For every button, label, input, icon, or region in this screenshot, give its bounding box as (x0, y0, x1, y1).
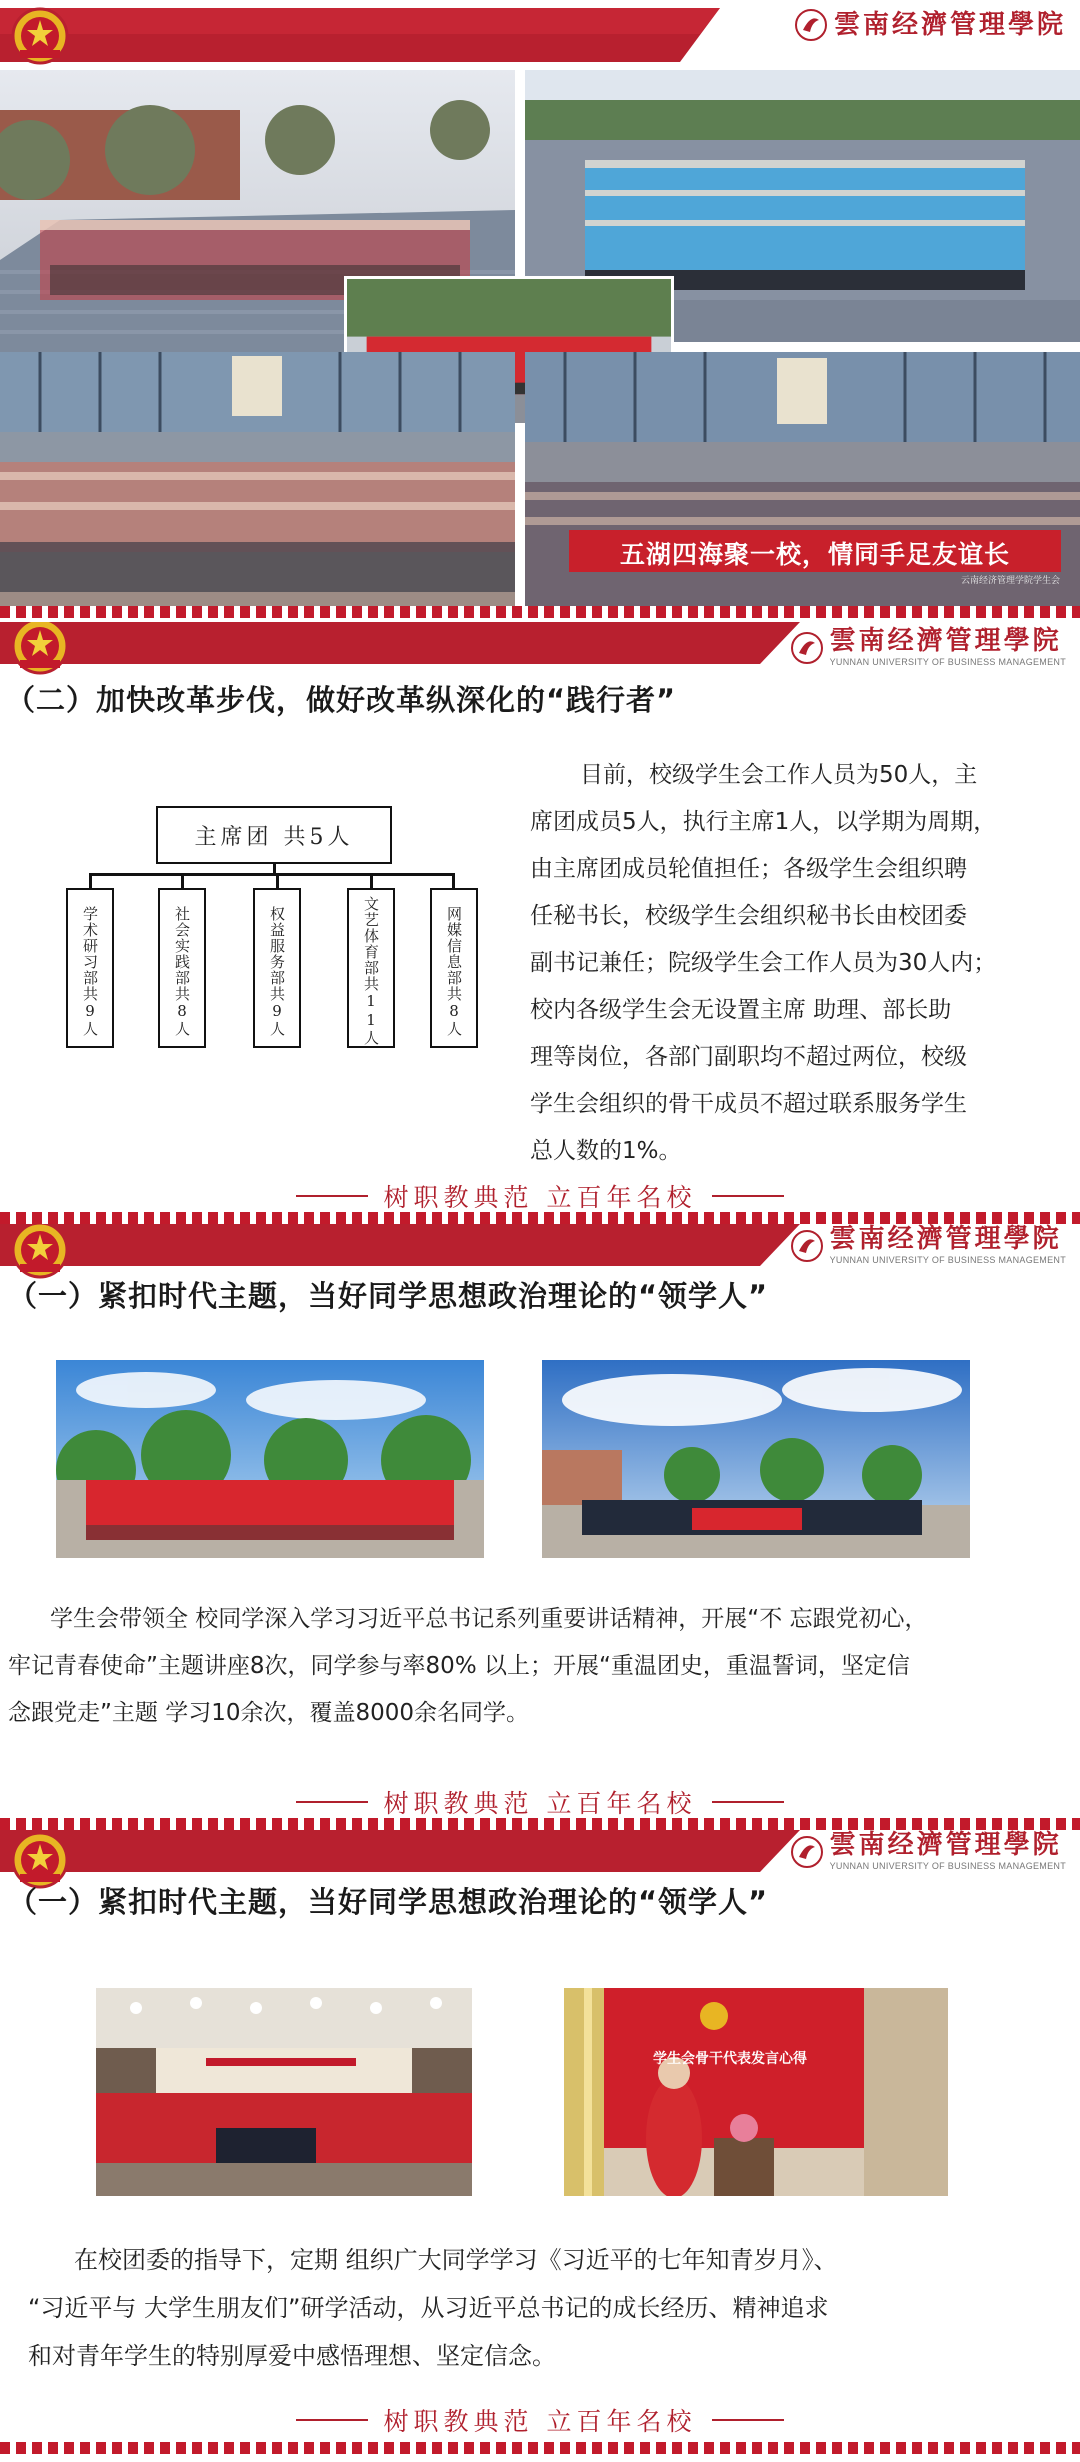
photo-group-waving (0, 352, 515, 606)
org-dept-name: 网媒信息部 (445, 905, 463, 986)
motto-footer (0, 1178, 1080, 1214)
org-dept-name: 学术研习部 (81, 905, 99, 986)
motto-text: 树职教典范 立百年名校 (383, 1183, 697, 1212)
motto-line (712, 1195, 784, 1197)
university-logo (790, 628, 1066, 667)
paragraph-line: “习近平与 大学生朋友们”研学活动，从习近平总书记的成长经历、精神追求 (28, 2294, 829, 2322)
paragraph-line: 在校团委的指导下，定期 组织广大同学学习《习近平的七年知青岁月》、 (74, 2246, 838, 2274)
youth-league-emblem-icon (8, 4, 72, 68)
photo-outdoor-red-team (56, 1360, 484, 1558)
org-dept-count: 共9人 (268, 985, 286, 1037)
activities-paragraph (28, 2236, 1068, 2380)
org-chart-dept-box (66, 888, 114, 1048)
org-chart-dept-box (430, 888, 478, 1048)
motto-line (296, 2419, 368, 2421)
university-logo-icon (790, 631, 824, 665)
org-dept-name: 社会实践部 (173, 905, 191, 986)
org-dept-count: 共8人 (173, 985, 191, 1037)
paragraph-line: 副书记兼任；院级学生会工作人员为30人内； (530, 950, 997, 976)
logo-chinese-name: 雲南经濟管理學院 (833, 10, 1066, 40)
stripe-divider (0, 1818, 1080, 1830)
paragraph-line: 校内各级学生会无设置主席 助理、部长助 (530, 997, 952, 1023)
stripe-divider (0, 1212, 1080, 1224)
section-heading: （一）紧扣时代主题，当好同学思想政治理论的“领学人” (8, 1885, 769, 1919)
org-chart-dept-box (158, 888, 206, 1048)
paragraph-line: 牢记青春使命”主题讲座8次，同学参与率80% 以上；开展“重温团史，重温誓词，坚定信 (8, 1653, 910, 1679)
logo-chinese-name: 雲南经濟管理學院 (829, 626, 1062, 656)
org-chart-dept-box (347, 888, 395, 1048)
theory-paragraph (8, 1596, 1074, 1737)
org-chart-connector (276, 873, 279, 888)
youth-league-emblem-icon (8, 622, 72, 678)
org-dept-name: 权益服务部 (268, 905, 286, 986)
photo-auditorium-group (96, 1988, 472, 2196)
motto-line (296, 1195, 368, 1197)
stripe-divider (0, 606, 1080, 618)
org-chart-connector (452, 873, 455, 888)
org-dept-count: 共8人 (445, 985, 463, 1037)
university-logo (794, 8, 1066, 42)
section-heading: （一）紧扣时代主题，当好同学思想政治理论的“领学人” (8, 1279, 769, 1313)
paragraph-line: 学生会带领全 校同学深入学习习近平总书记系列重要讲话精神，开展“不 忘跟党初心， (50, 1606, 928, 1632)
university-logo (790, 1226, 1066, 1265)
org-chart-connector (370, 873, 373, 888)
org-chart-top-box: 主席团 共5人 (156, 806, 392, 864)
paragraph-line: 总人数的1%。 (530, 1138, 682, 1164)
org-chart-connector (89, 873, 454, 876)
paragraph-line: 和对青年学生的特别厚爱中感悟理想、坚定信念。 (28, 2342, 556, 2370)
logo-english-name: YUNNAN UNIVERSITY OF BUSINESS MANAGEMENT (829, 1255, 1066, 1265)
org-dept-name: 文艺体育部 (362, 896, 380, 976)
org-chart-dept-box (253, 888, 301, 1048)
paragraph-line: 目前，校级学生会工作人员为50人，主 (580, 762, 978, 788)
photo-speaker-podium (564, 1988, 948, 2196)
motto-line (712, 2419, 784, 2421)
org-dept-count: 共11人 (362, 976, 380, 1046)
reform-paragraph (530, 752, 1070, 1175)
motto-line (712, 1801, 784, 1803)
paragraph-line: 学生会组织的骨干成员不超过联系服务学生 (530, 1091, 967, 1117)
university-logo-icon (790, 1835, 824, 1869)
university-logo-icon (790, 1229, 824, 1263)
section-heading: （二）加快改革步伐，做好改革纵深化的“践行者” (6, 683, 677, 717)
slide-theory-study (0, 1224, 1080, 1828)
org-chart-connector (181, 873, 184, 888)
university-logo (790, 1832, 1066, 1871)
logo-chinese-name: 雲南经濟管理學院 (829, 1830, 1062, 1860)
org-dept-count: 共9人 (81, 985, 99, 1037)
motto-footer (0, 1784, 1080, 1820)
motto-line (296, 1801, 368, 1803)
logo-english-name: YUNNAN UNIVERSITY OF BUSINESS MANAGEMENT (829, 1861, 1066, 1871)
logo-english-name: YUNNAN UNIVERSITY OF BUSINESS MANAGEMENT (829, 657, 1066, 667)
motto-text: 树职教典范 立百年名校 (383, 2407, 697, 2436)
motto-text: 树职教典范 立百年名校 (383, 1789, 697, 1818)
university-logo-icon (794, 8, 828, 42)
photo-screen-text: 学生会骨干代表发言心得 (653, 2051, 807, 2067)
org-chart-connector (89, 873, 92, 888)
photo-banner-small-text: 云南经济管理学院学生会 (960, 576, 1060, 586)
paragraph-line: 念跟党走”主题 学习10余次，覆盖8000余名同学。 (8, 1700, 530, 1726)
paragraph-line: 理等岗位，各部门副职均不超过两位，校级 (530, 1044, 967, 1070)
stripe-divider (0, 2442, 1080, 2454)
paragraph-line: 由主席团成员轮值担任；各级学生会组织聘 (530, 856, 967, 882)
slide-photo-collage (0, 0, 1080, 622)
slide-study-activities (0, 1830, 1080, 2462)
photo-banner-text: 五湖四海聚一校，情同手足友谊长 (619, 540, 1010, 569)
photo-outdoor-suits (542, 1360, 970, 1558)
paragraph-line: 任秘书长，校级学生会组织秘书长由校团委 (530, 903, 967, 929)
logo-chinese-name: 雲南经濟管理學院 (829, 1224, 1062, 1254)
motto-footer (0, 2402, 1080, 2438)
paragraph-line: 席团成员5人，执行主席1人，以学期为周期， (530, 809, 997, 835)
